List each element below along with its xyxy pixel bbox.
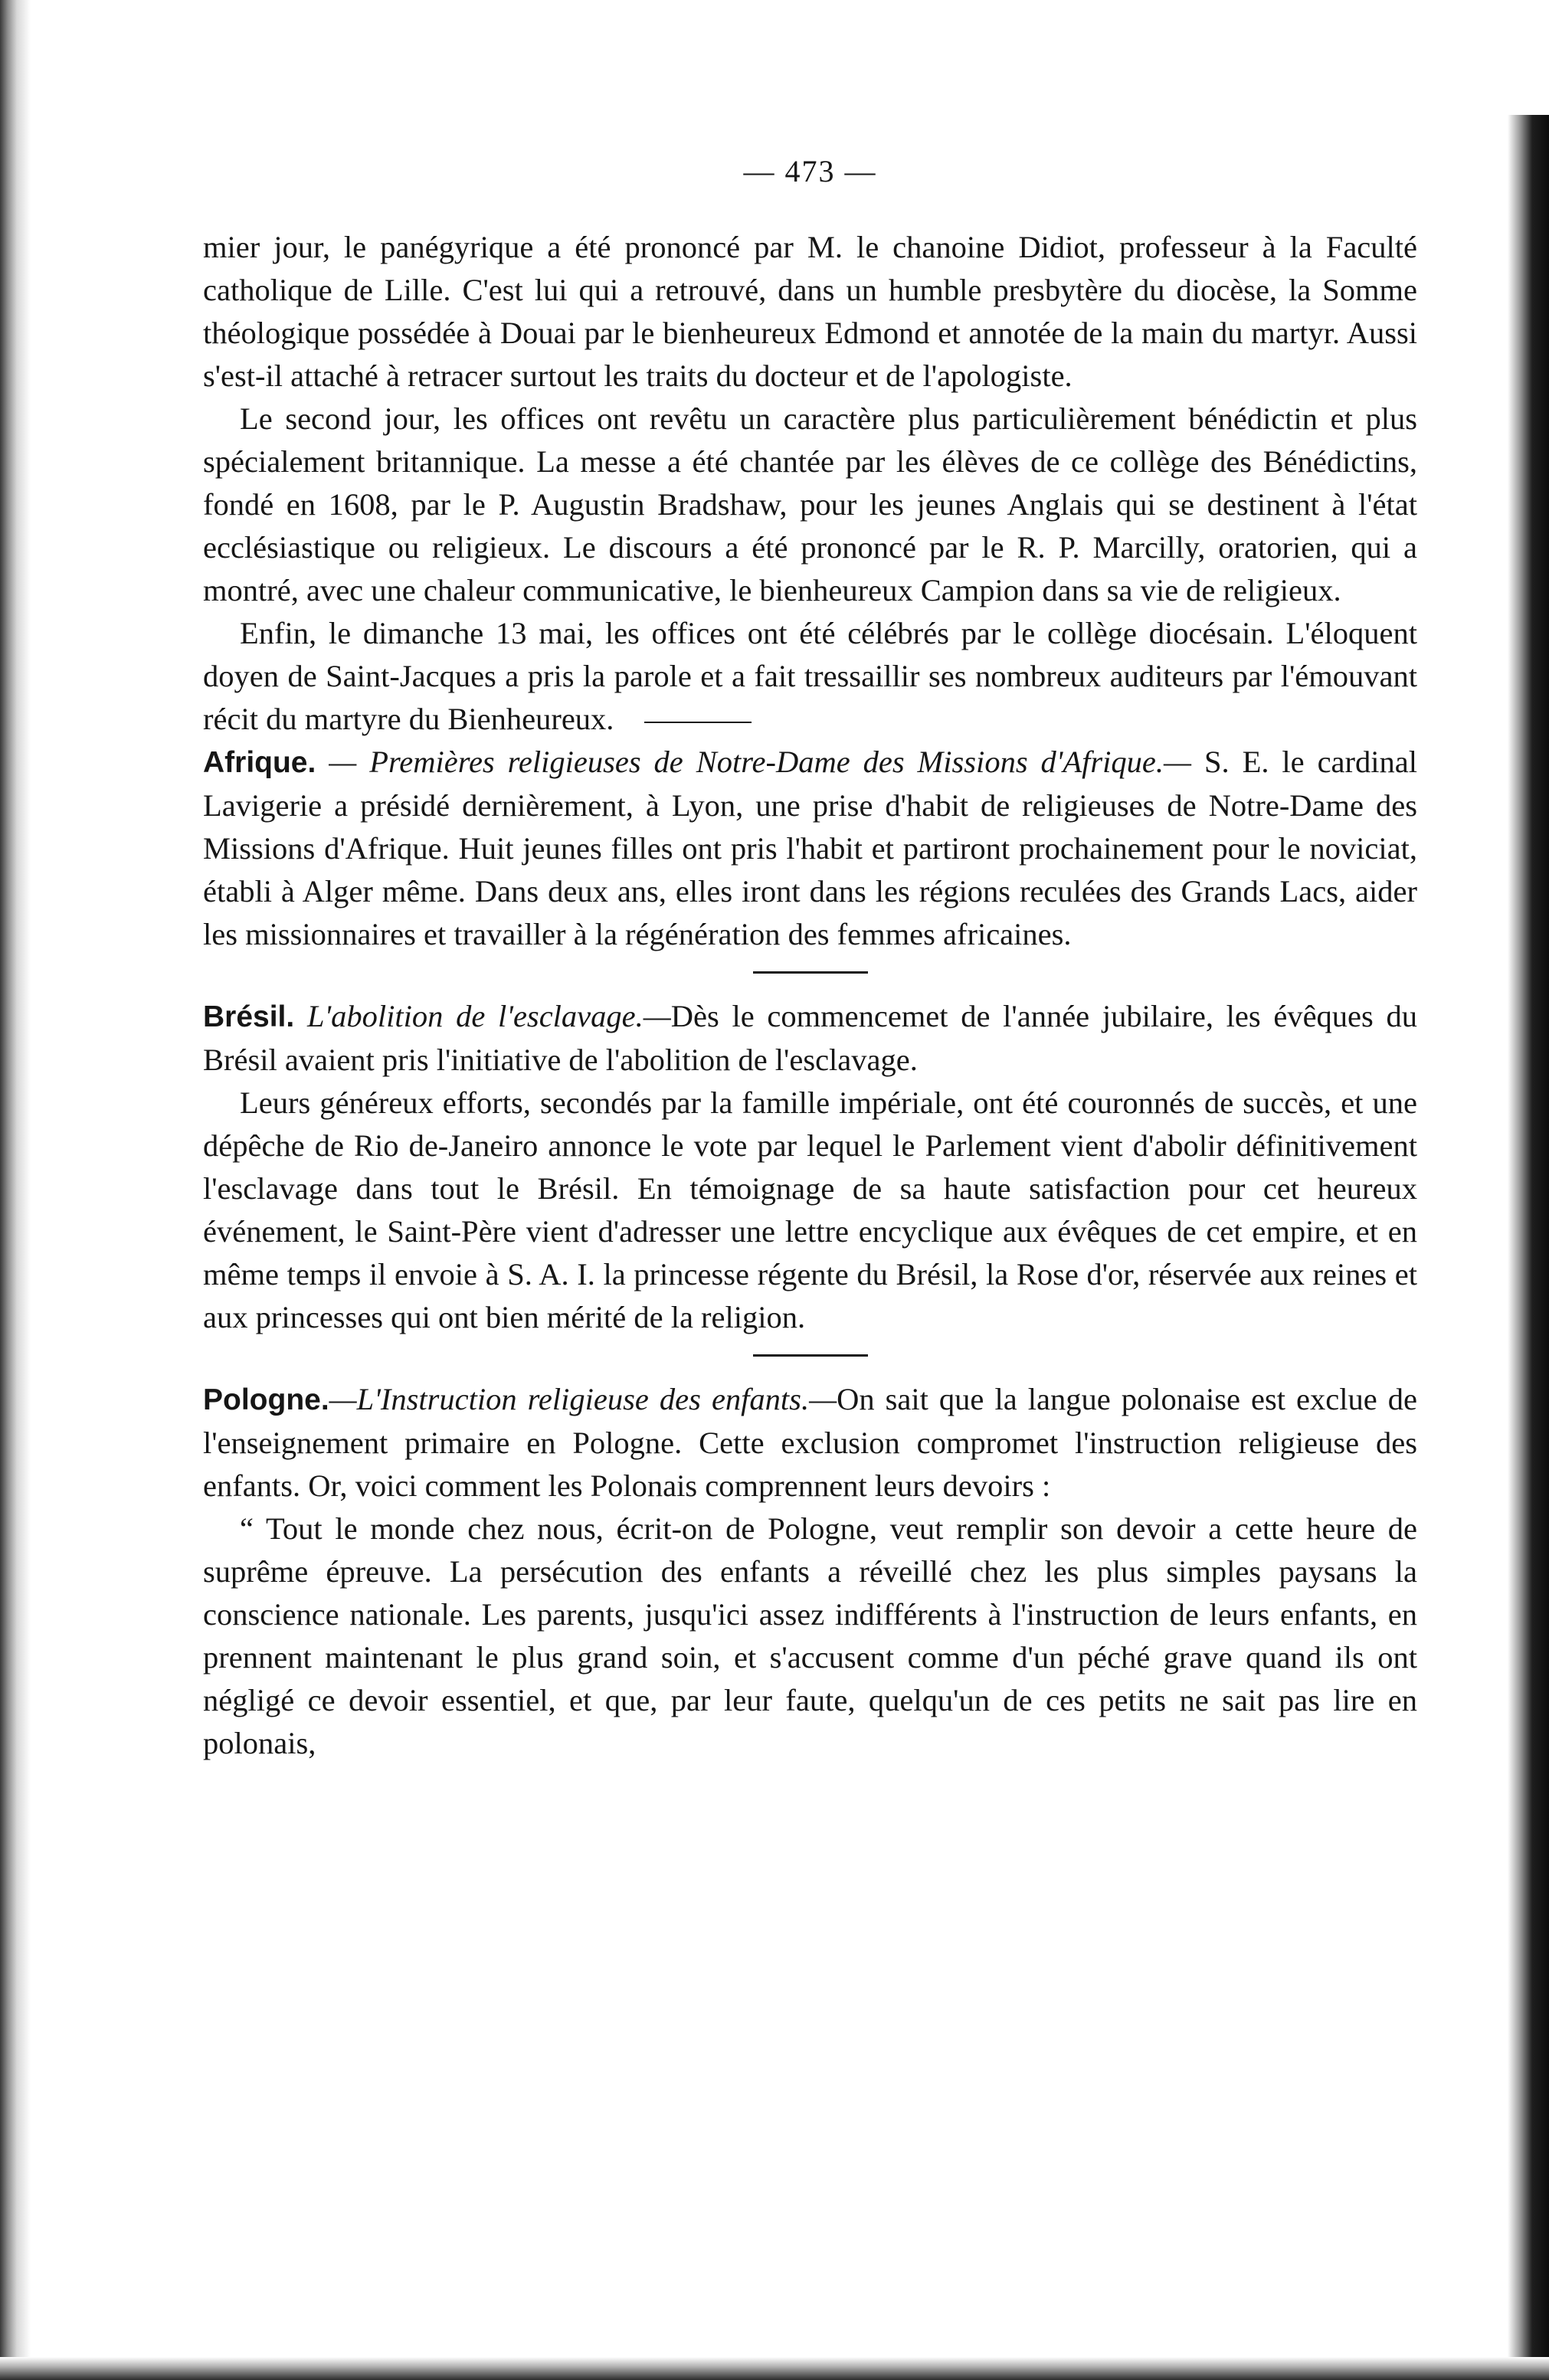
section-bresil — [203, 995, 1417, 1082]
section-subtitle-pologne: —L'Instruction religieuse des enfants.— — [329, 1382, 837, 1416]
separator-rule — [753, 1354, 868, 1357]
scan-edge-right — [1508, 115, 1549, 2380]
section-afrique — [203, 741, 1417, 956]
section-heading-pologne: Pologne. — [203, 1383, 329, 1416]
section-subtitle-afrique: — Premières religieuses de Notre-Dame des Missions d'Afrique.— — [329, 745, 1192, 779]
section-body-pologne: On sait que la langue polonaise est exclue de l'enseignement primaire en Pologne. Cette exclusion compromet l'instruction religieuse des enfants. Or, voici comment les Polonais comprennent leurs devoirs : — [203, 1382, 1417, 1503]
scan-edge-bottom — [0, 2357, 1549, 2380]
section-body-bresil-continued: Leurs généreux efforts, secondés par la famille impériale, ont été couronnés de succès, et une dépêche de Rio de-Janeiro annonce le vote par lequel le Parlement vient d'abolir définitivement l'esclavage dans tout le Brésil. En témoignage de sa haute satisfaction pour cet heureux événement, le Saint-Père vient d'adresser une lettre encyclique aux évêques de cet empire, et en même temps il envoie à S. A. I. la princesse régente du Brésil, la Rose d'or, réservée aux reines et aux princesses qui ont bien mérité de la religion. — [203, 1085, 1417, 1334]
paragraph-second-jour: Le second jour, les offices ont revêtu un caractère plus particulièrement bénédictin et plus spécialement britannique. La messe a été chantée par les élèves de ce collège des Bénédictins, fondé en 1608, par le P. Augustin Bradshaw, pour les jeunes Anglais qui se destinent à l'état ecclésiastique ou religieux. Le discours a été prononcé par le R. P. Marcilly, oratorien, qui a montré, avec une chaleur communicative, le bienheureux Campion dans sa vie de religieux. — [203, 401, 1417, 607]
paragraph-panegyrique: mier jour, le panégyrique a été prononcé par M. le chanoine Didiot, professeur à la Faculté catholique de Lille. C'est lui qui a retrouvé, dans un humble presbytère du diocèse, la Somme théologique possédée à Douai par le bienheureux Edmond et annotée de la main du martyr. Aussi s'est-il attaché à retracer surtout les traits du docteur et de l'apologiste. — [203, 230, 1417, 393]
separator-rule — [753, 971, 868, 974]
section-pologne — [203, 1378, 1417, 1508]
separator-rule — [644, 722, 752, 723]
paragraph-dimanche — [203, 612, 1417, 741]
section-body-pologne-quote: “ Tout le monde chez nous, écrit-on de Pologne, veut remplir son devoir a cette heure de suprême épreuve. La persécution des enfants a réveillé chez les plus simples paysans la conscience nationale. Les parents, jusqu'ici assez indifférents à l'instruction de leurs enfants, en prennent maintenant le plus grand soin, et s'accusent comme d'un péché grave quand ils ont négligé ce devoir essentiel, et que, par leur faute, quelqu'un de ces petits ne sait pas lire en polonais, — [203, 1511, 1417, 1760]
section-subtitle-bresil: L'abolition de l'esclavage.— — [306, 999, 671, 1033]
section-body-bresil: Dès le commencemet de l'année jubilaire, les évêques du Brésil avaient pris l'initiative de l'abolition de l'esclavage. — [203, 999, 1418, 1077]
scan-edge-left — [0, 0, 31, 2380]
section-heading-afrique: Afrique. — [203, 746, 316, 779]
paragraph-dimanche-text: Enfin, le dimanche 13 mai, les offices ont été célébrés par le collège diocésain. L'éloquent doyen de Saint-Jacques a pris la parole et a fait tressaillir ses nombreux auditeurs par l'émouvant récit du martyre du Bienheureux. — [203, 616, 1417, 736]
section-body-afrique: S. E. le cardinal Lavigerie a présidé dernièrement, à Lyon, une prise d'habit de religieuses de Notre-Dame des Missions d'Afrique. Huit jeunes filles ont pris l'habit et partiront prochainement pour le noviciat, établi à Alger même. Dans deux ans, elles iront dans les régions reculées des Grands Lacs, aider les missionnaires et travailler à la régénération des femmes africaines. — [203, 745, 1417, 951]
page-body — [203, 153, 1417, 1765]
section-heading-bresil: Brésil. — [203, 1000, 295, 1033]
page-number: — 473 — — [743, 154, 877, 188]
